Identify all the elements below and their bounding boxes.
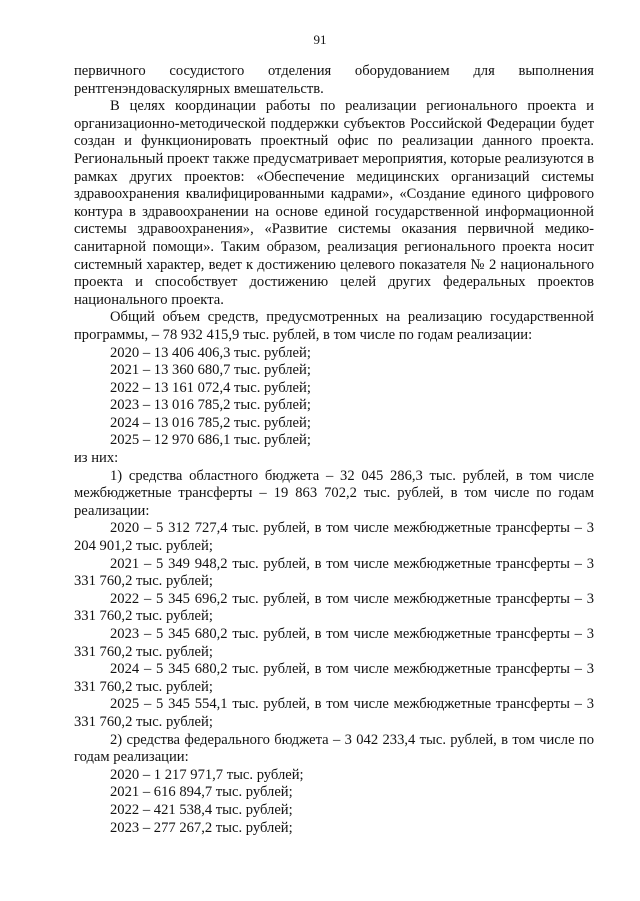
total-year-2024: 2024 – 13 016 785,2 тыс. рублей; bbox=[110, 414, 311, 431]
regional-year-2025: 2025 – 5 345 554,1 тыс. рублей, в том числе межбюджетные трансферты – 3 331 760,2 тыс. рублей; bbox=[74, 696, 594, 730]
total-year-2021: 2021 – 13 360 680,7 тыс. рублей; bbox=[110, 362, 311, 379]
federal-year-2023: 2023 – 277 267,2 тыс. рублей; bbox=[110, 819, 293, 836]
paragraph-continuation: первичного сосудистого отделения оборудованием для выполнения рентгенэндоваскулярных вмешательств. bbox=[74, 63, 594, 97]
document-body bbox=[74, 63, 594, 837]
federal-year-2021: 2021 – 616 894,7 тыс. рублей; bbox=[110, 784, 293, 801]
total-year-2023: 2023 – 13 016 785,2 тыс. рублей; bbox=[110, 397, 311, 414]
total-year-2025: 2025 – 12 970 686,1 тыс. рублей; bbox=[110, 432, 311, 449]
paragraph-coordination: В целях координации работы по реализации регионального проекта и организационно-методической поддержки субъектов Российской Федерации будет создан и функционировать проектный офис по реализации данного проекта. Региональный проект также предусматривает мероприятия, которые реализуются в рамках других проектов: «Обеспечение медицинских организаций системы здравоохранения квалифицированными кадрами», «Создание единого цифрового контура в здравоохранении на основе единой государственной информационной системы здравоохранения», «Развитие системы оказания первичной медико-санитарной помощи». Таким образом, реализация регионального проекта носит системный характер, ведет к достижению целевого показателя № 2 национального проекта и способствует достижению целей других федеральных проектов национального проекта. bbox=[74, 98, 594, 308]
federal-year-2020: 2020 – 1 217 971,7 тыс. рублей; bbox=[110, 766, 304, 783]
total-year-2022: 2022 – 13 161 072,4 тыс. рублей; bbox=[110, 379, 311, 396]
regional-year-2020: 2020 – 5 312 727,4 тыс. рублей, в том числе межбюджетные трансферты – 3 204 901,2 тыс. рублей; bbox=[74, 520, 594, 555]
regional-year-2024: 2024 – 5 345 680,2 тыс. рублей, в том числе межбюджетные трансферты – 3 331 760,2 тыс. рублей; bbox=[74, 661, 594, 695]
total-year-2020: 2020 – 13 406 406,3 тыс. рублей; bbox=[110, 344, 311, 361]
federal-year-2022: 2022 – 421 538,4 тыс. рублей; bbox=[110, 801, 293, 818]
regional-year-2021: 2021 – 5 349 948,2 тыс. рублей, в том числе межбюджетные трансферты – 3 331 760,2 тыс. рублей; bbox=[74, 555, 594, 590]
regional-budget-intro: 1) средства областного бюджета – 32 045 286,3 тыс. рублей, в том числе межбюджетные трансферты – 19 863 702,2 тыс. рублей, в том числе по годам реализации: bbox=[74, 467, 594, 519]
regional-year-2022: 2022 – 5 345 696,2 тыс. рублей, в том числе межбюджетные трансферты – 3 331 760,2 тыс. рублей; bbox=[74, 590, 594, 625]
of-them-label: из них: bbox=[74, 450, 119, 467]
federal-budget-intro: 2) средства федерального бюджета – 3 042 233,4 тыс. рублей, в том числе по годам реализации: bbox=[74, 731, 594, 766]
page-number: 91 bbox=[313, 32, 327, 47]
regional-year-2023: 2023 – 5 345 680,2 тыс. рублей, в том числе межбюджетные трансферты – 3 331 760,2 тыс. рублей; bbox=[74, 626, 594, 660]
paragraph-total-funding: Общий объем средств, предусмотренных на реализацию государственной программы, – 78 932 415,9 тыс. рублей, в том числе по годам реализации: bbox=[74, 309, 594, 343]
